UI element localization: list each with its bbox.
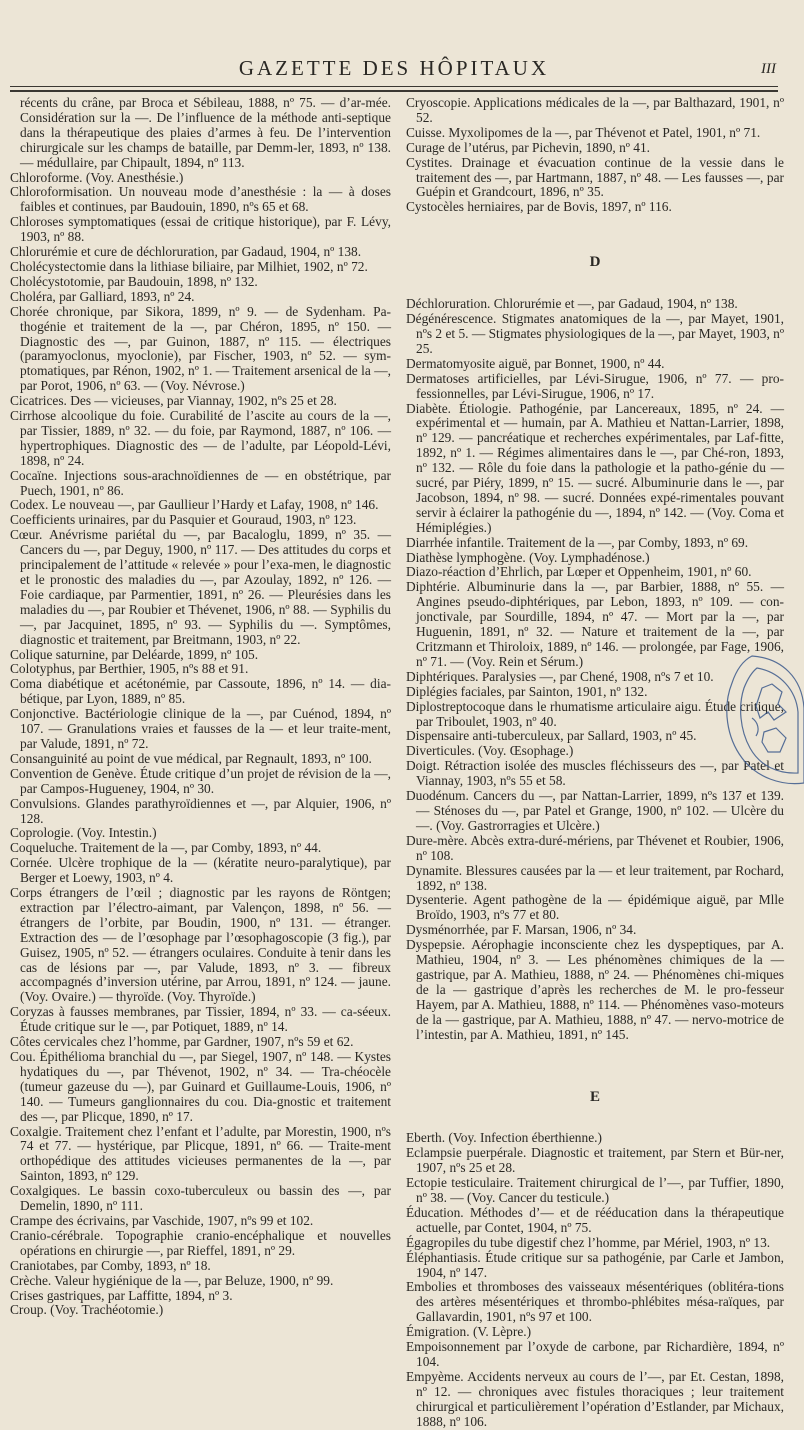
index-entry: Éléphantiasis. Étude critique sur sa pathogénie, par Carle et Jambon, 1904, nº 147. (406, 1249, 784, 1280)
index-entry: Dynamite. Blessures causées par la — et leur traitement, par Rochard, 1892, nº 138. (406, 862, 784, 893)
index-entry: Éducation. Méthodes d’— et de rééducation dans la thérapeutique actuelle, par Contet, 1904, nº 75. (406, 1204, 784, 1235)
index-entry: Chloroformisation. Un nouveau mode d’anesthésie : la — à doses faibles et continues, par Baudouin, 1890, nºs 65 et 68. (10, 184, 391, 215)
index-entry: Diphtériques. Paralysies —, par Chené, 1908, nºs 7 et 10. (406, 668, 714, 684)
index-entry: Crampe des écrivains, par Vaschide, 1907, nºs 99 et 102. (10, 1212, 314, 1228)
index-entry: Corps étrangers de l’œil ; diagnostic par les rayons de Röntgen; extraction par l’électro-aimant, par Valençon, 1898, nº 56. — étrangers de l’orbite, par Boudin, 1900, nº 131. — étranger. Extraction des — de l’œsophage par l’œsophagoscopie (3 fig.), par Guisez, 1905, nº 52. — étrangers oculaires. Conduite à tenir dans les cas de lésions par —, par Valude, 1893, nº 3. — fibreux accompagnés d’inversion utérine, par Arrou, 1891, nº 124. — jaune. (Voy. Ovaire.) — thyroïde. (Voy. Thyroïde.) (10, 885, 391, 1005)
index-entry: Dysenterie. Agent pathogène de la — épidémique aiguë, par Mlle Broïdo, 1903, nºs 77 et 80. (406, 892, 784, 923)
index-entry: Cholécystotomie, par Baudouin, 1898, nº 132. (10, 273, 258, 289)
index-entry: Dysménorrhée, par F. Marsan, 1906, nº 34. (406, 922, 637, 938)
running-header (10, 52, 778, 82)
index-entry: Cornée. Ulcère trophique de la — (kératite neuro-paralytique), par Berger et Loewy, 1903, nº 4. (10, 855, 391, 886)
index-entry: Choléra, par Galliard, 1893, nº 24. (10, 288, 195, 304)
index-entry: Émigration. (V. Lèpre.) (406, 1324, 532, 1340)
section-e (406, 1131, 784, 1429)
section-letter-d: D (589, 254, 601, 271)
index-entry: Consanguinité au point de vue médical, par Regnault, 1893, nº 100. (10, 750, 372, 766)
index-entry: Eberth. (Voy. Infection éberthienne.) (406, 1130, 602, 1146)
page-number: III (761, 61, 776, 77)
index-entry: Coryzas à fausses membranes, par Tissier, 1894, nº 33. — ca-séeux. Étude critique sur le —, par Potiquet, 1889, nº 14. (10, 1004, 391, 1035)
header-rule (10, 86, 778, 87)
index-entry: Colotyphus, par Berthier, 1905, nºs 88 et 91. (10, 661, 249, 677)
index-entry: Chloroforme. (Voy. Anesthésie.) (10, 169, 184, 185)
index-entry: Coefficients urinaires, par du Pasquier et Gouraud, 1903, nº 123. (10, 512, 357, 528)
index-entry: Eclampsie puerpérale. Diagnostic et traitement, par Stern et Bür-ner, 1907, nºs 25 et 28. (406, 1145, 784, 1176)
index-entry: Cystocèles herniaires, par de Bovis, 1897, nº 116. (406, 199, 672, 215)
index-entry: Chorée chronique, par Sikora, 1899, nº 9. — de Sydenham. Pa-thogénie et traitement de la —, par Chéron, 1895, nº 150. — Diagnostic des —, par Guinon, 1887, nº 115. — électriques (paramyoclonus, myoclonie), par Fischer, 1903, nº 52. — sym-ptomatiques, par Rénon, 1902, nº 1. — Traitement arsenical de la —, par Porot, 1906, nº 63. — (Voy. Névrose.) (10, 303, 391, 394)
index-entry: Coqueluche. Traitement de la —, par Comby, 1893, nº 44. (10, 840, 322, 856)
index-entry: Cranio-cérébrale. Topographie cranio-encéphalique et nouvelles opérations en chirurgie —, par Rieffel, 1891, nº 29. (10, 1227, 391, 1258)
index-entry: Cholécystectomie dans la lithiase biliaire, par Milhiet, 1902, nº 72. (10, 258, 368, 274)
index-entry: Diphtérie. Albuminurie dans la —, par Barbier, 1888, nº 55. — Angines pseudo-diphtériques, par Lebon, 1893, nº 109. — con-jonctivale, par Sourdille, 1894, nº 47. — Mort par la —, par Huguenin, 1891, nº 32. — Nature et traitement de la —, par Critzmann et Thiroloix, 1889, nº 146. — prolongée, par Fage, 1906, nº 71. — (Voy. Rein et Sérum.) (406, 579, 784, 669)
index-entry: récents du crâne, par Broca et Sébileau, 1888, nº 75. — d’ar-mée. Considération sur la —. De l’influence de la méthode anti-septique dans la thérapeutique des plaies d’armes à feu. De l’intervention chirurgicale sur les champs de bataille, par Demm-ler, 1893, nº 138. — médullaire, par Chipault, 1894, nº 113. (20, 95, 391, 170)
index-entry: Égagropiles du tube digestif chez l’homme, par Mériel, 1903, nº 13. (406, 1234, 771, 1250)
right-column (406, 95, 784, 1429)
index-entry: Diplégies faciales, par Sainton, 1901, nº 132. (406, 683, 648, 699)
section-d (406, 297, 784, 1042)
index-entry: Codex. Le nouveau —, par Gaullieur l’Hardy et Lafay, 1908, nº 146. (10, 497, 379, 513)
index-entry: Empyème. Accidents nerveux au cours de l’—, par Et. Cestan, 1898, nº 12. — chroniques avec fistules thoraciques ; leur traitement chirurgical et particulièrement l’opération d’Estlander, par Michaux, 1888, nº 106. (406, 1368, 784, 1429)
index-entry: Diarrhée infantile. Traitement de la —, par Comby, 1893, nº 69. (406, 534, 749, 550)
section-c-continued (406, 96, 784, 215)
index-entry: Cicatrices. Des — vicieuses, par Viannay, 1902, nºs 25 et 28. (10, 393, 337, 409)
index-entry: Coma diabétique et acétonémie, par Cassoute, 1896, nº 14. — dia-bétique, par Lyon, 1889, nº 85. (10, 676, 391, 707)
index-entry: Craniotabes, par Comby, 1893, nº 18. (10, 1257, 211, 1273)
index-entry: Cou. Épithélioma branchial du —, par Siegel, 1907, nº 148. — Kystes hydatiques du —, par Thévenot, 1902, nº 34. — Tra-chéocèle (tumeur gazeuse du —), par Guinard et Guillaume-Louis, 1906, nº 140. — Tumeurs ganglionnaires du cou. Dia-gnostic et traitement des —, par Plicque, 1890, nº 17. (10, 1049, 391, 1124)
index-entry: Cryoscopie. Applications médicales de la —, par Balthazard, 1901, nº 52. (406, 95, 784, 125)
index-entry: Coxalgiques. Le bassin coxo-tuberculeux ou bassin des —, par Demelin, 1890, nº 111. (10, 1183, 391, 1214)
index-entry: Convention de Genève. Étude critique d’un projet de révision de la —, par Campos-Hugueney, 1904, nº 30. (10, 765, 391, 796)
index-entry: Diverticules. (Voy. Œsophage.) (406, 743, 574, 759)
index-entry: Duodénum. Cancers du —, par Nattan-Larrier, 1899, nºs 137 et 139. — Sténoses du —, par Patel et Grange, 1900, nº 102. — Ulcère du —. (Voy. Gastrorragies et Ulcère.) (406, 788, 784, 833)
index-entry: Curage de l’utérus, par Pichevin, 1890, nº 41. (406, 139, 651, 155)
index-entry: Dyspepsie. Aérophagie inconsciente chez les dyspeptiques, par A. Mathieu, 1904, nº 3. — Les phénomènes chimiques de la — gastrique, par A. Mathieu, 1888, nº 24. — Phénomènes chi-miques de la — gastrique d’après les recherches de M. le pro-fesseur Hayem, par A. Mathieu, 1888, nº 114. — Phénomènes vaso-moteurs de la — gastrique, par A. Mathieu, 1888, nº 47. — nervo-motrice de l’intestin, par A. Mathieu, 1891, nº 145. (406, 937, 784, 1042)
index-entry: Dermatomyosite aiguë, par Bonnet, 1900, nº 44. (406, 355, 665, 371)
left-column (10, 95, 391, 1318)
index-entry: Cirrhose alcoolique du foie. Curabilité de l’ascite au cours de la —, par Tissier, 1889, nº 32. — du foie, par Raymond, 1887, nº 106. — hypertrophiques. Diagnostic des — de l’adulte, par Léopold-Lévi, 1898, nº 24. (10, 408, 391, 468)
index-entry: Dégénérescence. Stigmates anatomiques de la —, par Mayet, 1901, nºs 2 et 5. — Stigmates physiologiques de la —, par Mayet, 1903, nº 25. (406, 311, 784, 356)
index-entry: Empoisonnement par l’oxyde de carbone, par Richardière, 1894, nº 104. (406, 1339, 784, 1369)
index-entry: Coprologie. (Voy. Intestin.) (10, 825, 157, 841)
journal-title: GAZETTE DES HÔPITAUX (238, 56, 550, 80)
index-entry: Embolies et thromboses des vaisseaux mésentériques (oblitéra-tions des artères mésentériques et thrombo-phlébites mésa-raïques, par Gallavardin, 1901, nºs 97 et 100. (406, 1279, 784, 1325)
index-entry: Colique saturnine, par Deléarde, 1899, nº 105. (10, 646, 259, 662)
index-entry: Cocaïne. Injections sous-arachnoïdiennes de — en obstétrique, par Puech, 1901, nº 86. (10, 467, 391, 498)
index-entry: Déchloruration. Chlorurémie et —, par Gadaud, 1904, nº 138. (406, 296, 738, 312)
index-entry: Dermatoses artificielles, par Lévi-Sirugue, 1906, nº 77. — pro-fessionnelles, par Lévi-Sirugue, 1906, nº 17. (406, 370, 784, 401)
section-letter-e: E (589, 1089, 600, 1106)
index-entry: Dure-mère. Abcès extra-duré-mériens, par Thévenet et Roubier, 1906, nº 108. (406, 832, 784, 863)
index-entry: Diazo-réaction d’Ehrlich, par Lœper et Oppenheim, 1901, nº 60. (406, 564, 752, 580)
index-entry: Ectopie testiculaire. Traitement chirurgical de l’—, par Tuffier, 1890, nº 38. — (Voy. Cancer du testicule.) (406, 1175, 784, 1205)
index-entry: Diabète. Étiologie. Pathogénie, par Lancereaux, 1895, nº 24. — expérimental et — humain, par A. Mathieu et Nattan-Larrier, 1898, nº 129. — pancréatique et recherches expérimentales, par Laf-fitte, 1892, nº 1. — Régimes alimentaires dans le —, par Ché-ron, 1893, nº 132. — Rôle du foie dans la pathologie et la patho-génie du — sucré, par Piéry, 1899, nº 15. — sucré. Albuminurie dans le —, par Jacobson, 1894, nº 98. — sucré. Données expé-rimentales pouvant servir à éclairer la pathogénie du —, 1894, nº 142. — (Voy. Coma et Hémiplégies.) (406, 400, 784, 535)
index-entry: Cuisse. Myxolipomes de la —, par Thévenot et Patel, 1901, nº 71. (406, 124, 761, 140)
index-entry: Diathèse lymphogène. (Voy. Lymphadénose.) (406, 549, 650, 565)
index-entry: Côtes cervicales chez l’homme, par Gardner, 1907, nºs 59 et 62. (10, 1034, 354, 1050)
index-entry: Crises gastriques, par Laffitte, 1894, nº 3. (10, 1287, 233, 1303)
index-entry: Coxalgie. Traitement chez l’enfant et l’adulte, par Morestin, 1900, nºs 74 et 77. — hystérique, par Plicque, 1891, nº 66. — Traite-ment orthopédique des attitudes vicieuses permanentes de la —, par Sainton, 1893, nº 129. (10, 1123, 391, 1184)
index-entry: Croup. (Voy. Trachéotomie.) (10, 1302, 164, 1318)
index-entry: Convulsions. Glandes parathyroïdiennes et —, par Alquier, 1906, nº 128. (10, 795, 391, 826)
index-entry: Cœur. Anévrisme pariétal du —, par Bacaloglu, 1899, nº 35. — Cancers du —, par Deguy, 1900, nº 117. — Des attitudes du corps et principalement de l’attitude « relevée » pour l’exa-men, le diagnostic et le pronostic des maladies du —, par Azoulay, 1892, nº 126. — Foie cardiaque, par Parmentier, 1891, nº 26. — Pleurésies dans les maladies du —, par Roubier et Thévenet, 1906, nº 88. — Syphilis du —, par Jacquinet, 1895, nº 93. — Syphilis du —. Symptômes, diagnostic et traitement, par Breitmann, 1903, nº 22. (10, 527, 391, 647)
index-entry: Doigt. Rétraction isolée des muscles fléchisseurs des —, par Patel et Viannay, 1903, nºs 55 et 58. (406, 758, 784, 789)
index-entry: Chlorurémie et cure de déchloruration, par Gadaud, 1904, nº 138. (10, 244, 362, 260)
index-entry: Crèche. Valeur hygiénique de la —, par Beluze, 1900, nº 99. (10, 1272, 334, 1288)
index-entry: Conjonctive. Bactériologie clinique de la —, par Cuénod, 1894, nº 107. — Granulations vraies et fausses de la — et leur traite-ment, par Valude, 1891, nº 72. (10, 706, 391, 751)
index-entry: Dispensaire anti-tuberculeux, par Sallard, 1903, nº 45. (406, 728, 697, 744)
index-entry: Chloroses symptomatiques (essai de critique historique), par F. Lévy, 1903, nº 88. (10, 214, 391, 245)
index-entry: Diplostreptocoque dans le rhumatisme articulaire aigu. Étude critique, par Triboulet, 1903, nº 40. (406, 698, 784, 729)
index-entry: Cystites. Drainage et évacuation continue de la vessie dans le traitement des —, par Hartmann, 1887, nº 48. — Les fausses —, par Guépin et Grandcourt, 1896, nº 35. (406, 154, 784, 200)
header-rule-thick (10, 90, 778, 92)
